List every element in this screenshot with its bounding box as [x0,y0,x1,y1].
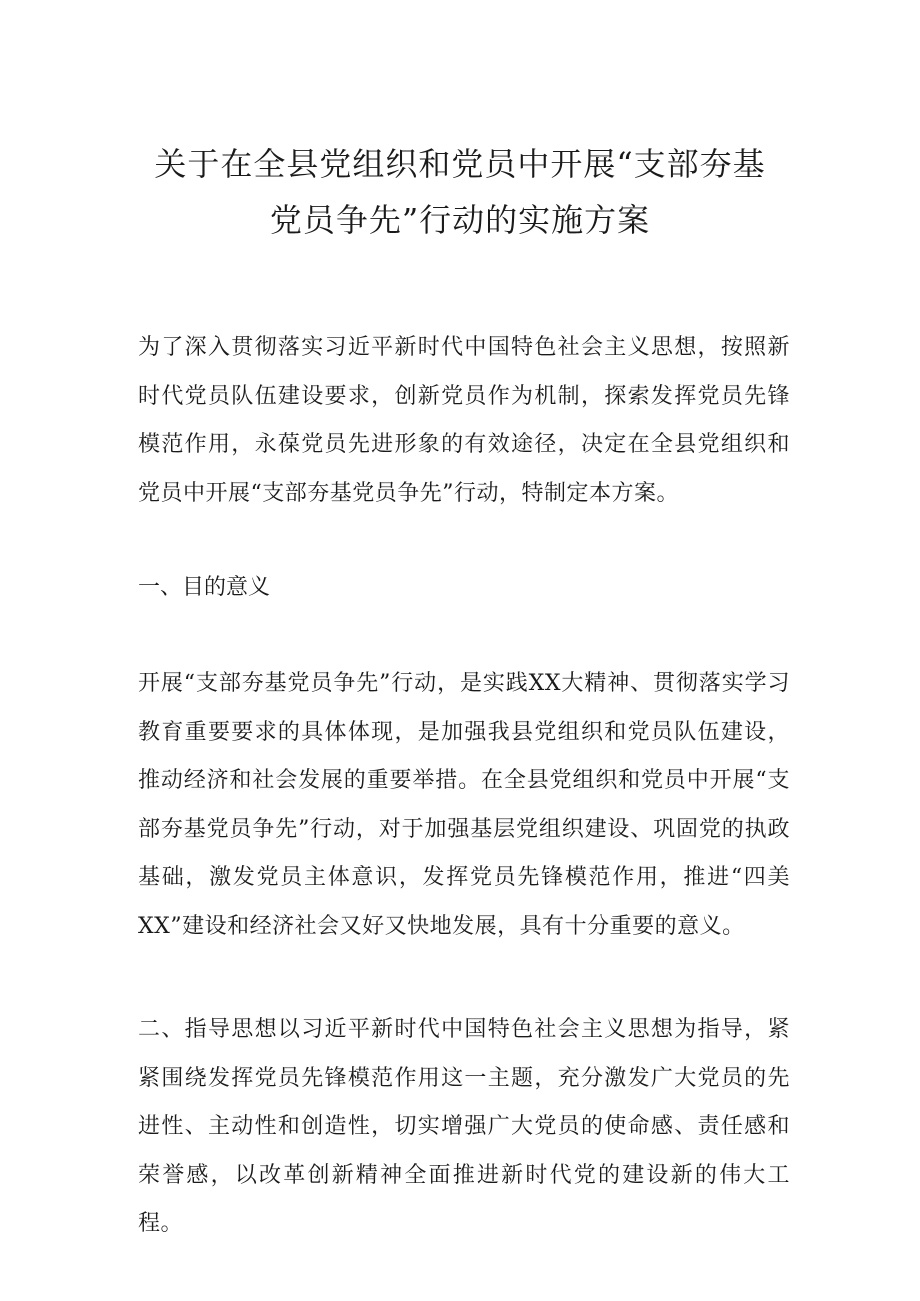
intro-paragraph: 为了深入贯彻落实习近平新时代中国特色社会主义思想，按照新时代党员队伍建设要求，创新党员作为机制，探索发挥党员先锋模范作用，永葆党员先进形象的有效途径，决定在全县党组织和党员中开展“支部夯基党员争先”行动，特制定本方案。 [138,335,790,506]
section-1-paragraph: 开展“支部夯基党员争先”行动，是实践XX大精神、贯彻落实学习教育重要要求的具体体现，是加强我县党组织和党员队伍建设，推动经济和社会发展的重要举措。在全县党组织和党员中开展“支部夯基党员争先”行动，对于加强基层党组织建设、巩固党的执政基础，激发党员主体意识，发挥党员先锋模范作用，推进“四美XX”建设和经济社会又好又快地发展，具有十分重要的意义。 [138,671,790,939]
section-2-paragraph: 二、指导思想以习近平新时代中国特色社会主义思想为指导，紧紧围绕发挥党员先锋模范作用这一主题，充分激发广大党员的先进性、主动性和创造性，切实增强广大党员的使命感、责任感和荣誉感，以改革创新精神全面推进新时代党的建设新的伟大工程。 [138,1017,790,1236]
section-1-heading: 一、目的意义 [138,575,271,600]
title-line-1: 关于在全县党组织和党员中开展“支部夯基 [154,145,766,183]
document-title [120,136,800,248]
title-line-2: 党员争先”行动的实施方案 [269,201,651,239]
